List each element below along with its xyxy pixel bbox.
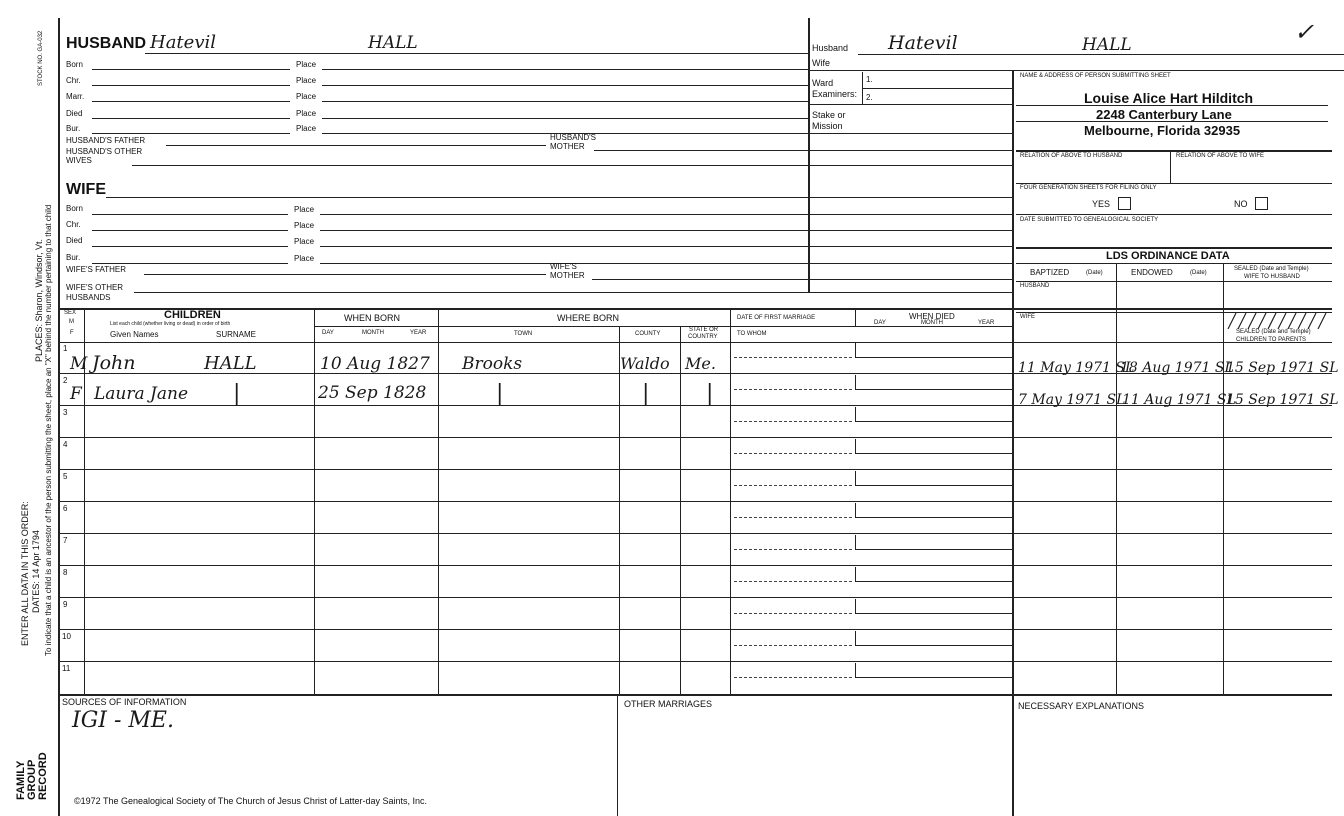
when-born-label: WHEN BORN	[344, 313, 400, 323]
died-line	[855, 453, 1012, 454]
husband-mother-line	[594, 150, 1012, 151]
sources-label: SOURCES OF INFORMATION	[62, 697, 187, 707]
children-top-line	[58, 308, 1332, 310]
baptized-label: BAPTIZED	[1030, 268, 1070, 277]
wife-born-line	[92, 214, 288, 215]
wife-father-label: WIFE'S FATHER	[66, 265, 127, 274]
child-state[interactable]: Me.	[685, 354, 716, 373]
died-bracket	[855, 439, 856, 454]
row-number: 2	[63, 376, 68, 385]
died-line	[855, 485, 1012, 486]
stock-number: STOCK NO. GA-032	[38, 30, 44, 86]
children-label: CHILDREN	[164, 309, 221, 321]
marriage-dash	[734, 485, 852, 486]
examiners-label: Examiners:	[812, 89, 858, 99]
row-number: 10	[62, 632, 71, 641]
husband-other-wives-label: HUSBAND'S OTHER WIVES	[66, 147, 143, 165]
husband-marr-place-line	[322, 101, 808, 102]
wife-father-line	[144, 274, 546, 275]
row-number: 11	[62, 664, 71, 673]
wife-name-line	[106, 197, 1012, 198]
died-bracket	[855, 503, 856, 518]
ward-husband-line	[858, 54, 1344, 55]
given-names-label: Given Names	[110, 330, 159, 339]
order-note: ENTER ALL DATA IN THIS ORDER:	[20, 501, 30, 646]
wife-bur-place-line	[320, 263, 1012, 264]
ward-bottom-line	[808, 104, 1012, 105]
husband-died-label: Died	[66, 109, 83, 118]
stake-label: Stake or	[812, 110, 846, 120]
lds-col-divider-1	[1116, 263, 1117, 695]
husband-mother-label: HUSBAND'S MOTHER	[550, 133, 596, 151]
marriage-dash	[734, 549, 852, 550]
where-born-line	[438, 326, 730, 327]
husband-born-place-line	[322, 69, 808, 70]
wife-label: WIFE	[66, 181, 106, 198]
child-state[interactable]: |	[706, 381, 714, 406]
explanations-label: NECESSARY EXPLANATIONS	[1018, 701, 1145, 711]
ward-wife-label: Wife	[812, 58, 830, 68]
col-town	[619, 326, 620, 695]
submitter-name: Louise Alice Hart Hilditch	[1084, 90, 1254, 106]
wife-died-place-label: Place	[294, 237, 315, 246]
child-given[interactable]: John	[92, 352, 136, 374]
husband-died-place-label: Place	[296, 109, 317, 118]
ancestor-note: To indicate that a child is an ancestor of the person submitting the sheet, place an "X" behind the number pertaining to that child	[44, 204, 53, 656]
child-county[interactable]: Waldo	[620, 354, 670, 373]
copyright: ©1972 The Genealogical Society of The Church of Jesus Christ of Latter-day Saints, Inc.	[74, 796, 427, 806]
marriage-line	[730, 326, 1012, 327]
submitter-line-1	[1016, 105, 1328, 106]
row-number: 7	[63, 536, 68, 545]
submitter-line-2	[1016, 121, 1328, 122]
surname-col-label: SURNAME	[216, 330, 257, 339]
marriage-dash	[734, 613, 852, 614]
sex-f-label: F	[70, 330, 74, 336]
marriage-dash	[734, 517, 852, 518]
child-baptized[interactable]: 11 May 1971 SL	[1018, 360, 1135, 376]
wife-other-husbands-label: WIFE'S OTHER HUSBANDS	[66, 283, 124, 302]
died-year-label: YEAR	[978, 320, 995, 326]
died-bracket	[855, 343, 856, 358]
where-born-label: WHERE BORN	[557, 313, 620, 323]
no-label: NO	[1234, 199, 1248, 209]
wife-born-place-line	[320, 214, 1012, 215]
husband-father-line	[166, 145, 546, 146]
husband-born-line	[92, 69, 290, 70]
marriage-dash	[734, 421, 852, 422]
wife-chr-place-line	[320, 230, 1012, 231]
husband-marr-line	[92, 101, 290, 102]
lds-wife-label: WIFE	[1020, 314, 1035, 320]
sealed-wife-label-2: WIFE TO HUSBAND	[1244, 274, 1300, 280]
relation-bottom-line	[1016, 183, 1332, 184]
row-line	[58, 597, 1332, 598]
died-bracket	[855, 407, 856, 422]
sealed-wife-label-1: SEALED (Date and Temple)	[1234, 266, 1309, 272]
row-line	[58, 437, 1332, 438]
row-line	[58, 565, 1332, 566]
husband-marr-label: Marr.	[66, 92, 85, 101]
wife-mother-label: WIFE'S MOTHER	[550, 262, 585, 280]
sealed-children-label-2: CHILDREN TO PARENTS	[1236, 337, 1307, 343]
to-whom-label: TO WHOM	[737, 331, 767, 337]
examiner-1: 1.	[866, 75, 873, 84]
husband-label: HUSBAND	[66, 35, 146, 52]
born-day-label: DAY	[322, 330, 334, 336]
right-divider	[1012, 70, 1014, 816]
wife-bur-place-label: Place	[294, 254, 315, 263]
child-sex[interactable]: F	[70, 384, 82, 404]
row-number: 5	[63, 472, 68, 481]
husband-given[interactable]: Hatevil	[150, 32, 216, 53]
died-line	[855, 517, 1012, 518]
wife-other-husbands-line	[134, 292, 1012, 293]
died-line	[855, 613, 1012, 614]
row-number: 6	[63, 504, 68, 513]
places-note: PLACES: Sharon, Windsor, Vt.	[34, 238, 44, 362]
row-line	[58, 501, 1332, 502]
died-line	[855, 677, 1012, 678]
ward-husband-label: Husband	[812, 43, 849, 53]
submitter-header: NAME & ADDRESS OF PERSON SUBMITTING SHEET	[1020, 73, 1171, 79]
state-label-1: STATE OR	[689, 327, 719, 333]
husband-died-line	[92, 118, 290, 119]
yes-label: YES	[1092, 199, 1111, 209]
row-number: 3	[63, 408, 68, 417]
examiner-2: 2.	[866, 93, 873, 102]
died-line	[855, 421, 1012, 422]
children-header-bottom	[58, 342, 1332, 343]
row-number: 4	[63, 440, 68, 449]
children-list-note: List each child (whether living or dead) in order of birth	[110, 321, 231, 327]
died-line	[855, 581, 1012, 582]
husband-name-line	[145, 53, 808, 54]
ward-husband-given[interactable]: Hatevil	[888, 32, 958, 54]
date-submitted-bottom-line	[1016, 247, 1332, 249]
sources-value[interactable]: IGI - ME.	[72, 708, 174, 733]
wife-born-label: Born	[66, 204, 83, 213]
died-line	[855, 389, 1012, 390]
lds-header-line	[1016, 281, 1332, 282]
husband-father-label: HUSBAND'S FATHER	[66, 136, 146, 145]
endowed-note: (Date)	[1190, 270, 1207, 276]
wife-mother-line	[592, 279, 1012, 280]
husband-chr-label: Chr.	[66, 76, 81, 85]
died-bracket	[855, 631, 856, 646]
relation-divider	[1170, 150, 1171, 183]
wife-chr-line	[92, 230, 288, 231]
baptized-note: (Date)	[1086, 270, 1103, 276]
relation-husband-label: RELATION OF ABOVE TO HUSBAND	[1020, 153, 1123, 159]
died-bracket	[855, 599, 856, 614]
child-county[interactable]: |	[642, 381, 650, 406]
child-sealed[interactable]: 15 Sep 1971 SL	[1226, 360, 1339, 376]
husband-bur-line	[92, 133, 290, 134]
ward-husband-surname[interactable]: HALL	[1082, 35, 1132, 55]
row-line	[58, 533, 1332, 534]
first-marriage-label: DATE OF FIRST MARRIAGE	[737, 315, 816, 321]
died-bracket	[855, 471, 856, 486]
examiner-mid-line	[862, 88, 1012, 89]
four-gen-bottom-line	[1016, 214, 1332, 215]
child-sex[interactable]: M	[70, 354, 88, 374]
husband-bur-label: Bur.	[66, 124, 81, 133]
margin-rule	[58, 18, 60, 816]
died-line	[855, 357, 1012, 358]
died-bracket	[855, 567, 856, 582]
ward-label: Ward	[812, 78, 834, 88]
wife-bur-label: Bur.	[66, 253, 81, 262]
child-endowed[interactable]: 11 Aug 1971 SL	[1122, 392, 1236, 408]
husband-marr-place-label: Place	[296, 92, 317, 101]
row-number: 1	[63, 344, 68, 353]
mission-label: Mission	[812, 121, 843, 131]
sex-m-label: M	[69, 319, 74, 325]
child-surname[interactable]: HALL	[204, 353, 257, 374]
husband-bur-place-label: Place	[296, 124, 317, 133]
husband-chr-place-line	[322, 85, 808, 86]
when-born-line	[314, 326, 438, 327]
died-day-label: DAY	[874, 320, 886, 326]
wife-bur-line	[92, 263, 288, 264]
died-line	[855, 645, 1012, 646]
stake-bottom-line	[808, 133, 1012, 134]
wife-chr-label: Chr.	[66, 220, 81, 229]
marriage-dash	[734, 389, 852, 390]
lds-col-divider-2	[1223, 263, 1224, 695]
relation-wife-label: RELATION OF ABOVE TO WIFE	[1176, 153, 1265, 159]
col-county	[680, 326, 681, 695]
sealed-children-label-1: SEALED (Date and Temple)	[1236, 329, 1311, 335]
marriage-dash	[734, 581, 852, 582]
submitter-street: 2248 Canterbury Lane	[1096, 107, 1232, 122]
yes-checkbox[interactable]	[1118, 197, 1131, 210]
wife-born-place-label: Place	[294, 205, 315, 214]
died-bracket	[855, 663, 856, 678]
child-born[interactable]: 10 Aug 1827	[320, 354, 430, 374]
husband-other-wives-line	[132, 165, 1012, 166]
died-month-label: MONTH	[921, 320, 943, 326]
row-line	[58, 661, 1332, 662]
marriage-dash	[734, 677, 852, 678]
born-month-label: MONTH	[362, 330, 384, 336]
hatched-area-icon	[1226, 313, 1330, 329]
marriage-dash	[734, 357, 852, 358]
wife-died-label: Died	[66, 236, 83, 245]
four-gen-label: FOUR GENERATION SHEETS FOR FILING ONLY	[1020, 185, 1157, 191]
row-number: 8	[63, 568, 68, 577]
date-submitted-label: DATE SUBMITTED TO GENEALOGICAL SOCIETY	[1020, 217, 1159, 223]
husband-born-label: Born	[66, 60, 83, 69]
husband-chr-place-label: Place	[296, 76, 317, 85]
town-label: TOWN	[514, 331, 533, 337]
state-label-2: COUNTRY	[688, 334, 718, 340]
husband-chr-line	[92, 85, 290, 86]
other-marriages-label: OTHER MARRIAGES	[624, 699, 713, 709]
row-line	[58, 469, 1332, 470]
lds-title: LDS ORDINANCE DATA	[1106, 250, 1230, 262]
lds-title-line	[1016, 263, 1332, 264]
check-mark-icon: ✓	[1294, 18, 1315, 46]
died-bracket	[855, 535, 856, 550]
footer-divider	[617, 694, 618, 816]
marriage-dash	[734, 453, 852, 454]
wife-died-place-line	[320, 246, 1012, 247]
row-line	[58, 629, 1332, 630]
ward-wife-line	[808, 70, 1344, 71]
marriage-dash	[734, 645, 852, 646]
no-checkbox[interactable]	[1255, 197, 1268, 210]
child-born[interactable]: 25 Sep 1828	[318, 383, 427, 403]
wife-died-line	[92, 246, 288, 247]
row-number: 9	[63, 600, 68, 609]
child-given[interactable]: Laura Jane	[94, 384, 188, 404]
endowed-label: ENDOWED	[1131, 268, 1173, 277]
wife-chr-place-label: Place	[294, 221, 315, 230]
county-label: COUNTY	[635, 331, 661, 337]
husband-born-place-label: Place	[296, 60, 317, 69]
when-died-label: WHEN DIED	[909, 312, 955, 321]
child-endowed[interactable]: 18 Aug 1971 SL	[1120, 360, 1234, 376]
main-divider	[808, 18, 810, 292]
lds-husband-label: HUSBAND	[1020, 283, 1050, 289]
child-town[interactable]: Brooks	[462, 354, 523, 374]
born-year-label: YEAR	[410, 330, 427, 336]
child-surname[interactable]: |	[233, 381, 241, 406]
col-marriage-head	[855, 308, 856, 326]
husband-surname[interactable]: HALL	[368, 33, 418, 53]
submitter-city: Melbourne, Florida 32935	[1084, 123, 1241, 138]
child-baptized[interactable]: 7 May 1971 SL	[1018, 392, 1126, 408]
sex-label: SEX	[64, 310, 77, 316]
dates-note: DATES: 14 Apr 1794	[31, 530, 41, 613]
husband-died-place-line	[322, 118, 808, 119]
submitter-bottom-line	[1016, 150, 1332, 152]
children-bottom-line	[58, 694, 1332, 696]
record-title: FAMILY GROUP RECORD	[15, 752, 49, 800]
child-town[interactable]: |	[496, 381, 504, 406]
died-bracket	[855, 375, 856, 390]
died-line	[855, 549, 1012, 550]
child-sealed[interactable]: 15 Sep 1971 SL	[1226, 392, 1339, 408]
